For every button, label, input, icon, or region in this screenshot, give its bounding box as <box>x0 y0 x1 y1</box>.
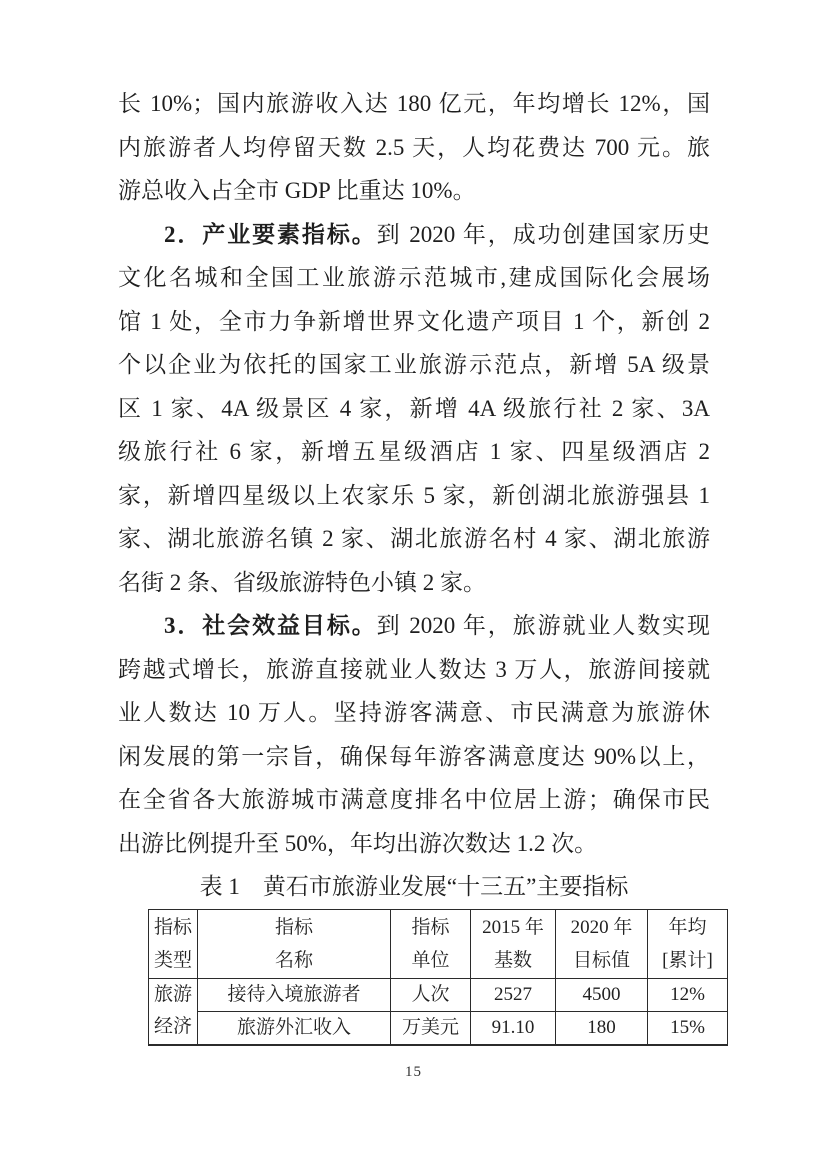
paragraph-3-line-6: 出游比例提升至 50%，年均出游次数达 1.2 次。 <box>118 830 598 856</box>
header-line: 名称 <box>274 949 313 971</box>
paragraph-2-line-9: 名街 2 条、省级旅游特色小镇 2 家。 <box>118 569 486 595</box>
cell-indicator-name: 旅游外汇收入 <box>198 1011 391 1045</box>
paragraph-2-line-3: 馆 1 处，全市力争新增世界文化遗产项目 1 个，新创 2 <box>118 308 710 334</box>
header-2015-base <box>471 909 556 978</box>
paragraph-2-line-6: 级旅行社 6 家，新增五星级酒店 1 家、四星级酒店 2 <box>118 439 710 464</box>
header-line: 单位 <box>411 949 450 971</box>
cell-annual: 12% <box>648 978 728 1011</box>
table-row <box>149 978 728 1011</box>
cell-2015-base: 2527 <box>471 978 556 1011</box>
paragraph-2-line-2: 文化名城和全国工业旅游示范城市,建成国际化会展场 <box>118 265 710 290</box>
paragraph-3-line-2: 跨越式增长，旅游直接就业人数达 3 万人，旅游间接就 <box>118 656 710 682</box>
group-line: 旅游 <box>153 984 192 1005</box>
paragraph-3-line-1-text: 到 2020 年，旅游就业人数实现 <box>376 613 710 638</box>
header-annual-cumulative <box>648 909 728 978</box>
paragraph-2-line-5: 区 1 家、4A 级景区 4 家，新增 4A 级旅行社 2 家、3A <box>118 395 710 421</box>
cell-unit: 人次 <box>391 978 471 1011</box>
header-line: 基数 <box>493 949 532 971</box>
row-group-tourism-economy <box>149 978 198 1045</box>
paragraph-2-line-7: 家，新增四星级以上农家乐 5 家，新创湖北旅游强县 1 <box>118 482 710 508</box>
header-line: 类型 <box>153 949 192 971</box>
header-2020-target <box>556 909 648 978</box>
page-number: 15 <box>405 1064 422 1080</box>
cell-2020-target: 4500 <box>556 978 648 1011</box>
table-header-row <box>149 909 728 978</box>
header-line: 指标 <box>411 916 450 938</box>
header-line: 年均 <box>668 916 707 938</box>
table-caption: 表 1 黄石市旅游业发展“十三五”主要指标 <box>199 874 629 899</box>
cell-indicator-name: 接待入境旅游者 <box>198 978 391 1011</box>
paragraph-3-line-5: 在全省各大旅游城市满意度排名中位居上游；确保市民 <box>118 787 710 812</box>
paragraph-3-line-1 <box>118 604 710 648</box>
paragraph-3-line-4: 闲发展的第一宗旨，确保每年游客满意度达 90%以上， <box>118 743 710 769</box>
header-line: 指标 <box>153 916 192 938</box>
cell-2015-base: 91.10 <box>471 1011 556 1045</box>
paragraph-1-line-2: 内旅游者人均停留天数 2.5 天，人均花费达 700 元。旅 <box>118 134 710 160</box>
document-body <box>118 82 713 1046</box>
group-line: 经济 <box>153 1016 192 1037</box>
header-line: [累计] <box>662 949 713 971</box>
header-line: 2015 年 <box>482 916 544 938</box>
paragraph-2-line-1 <box>118 213 710 257</box>
paragraph-2-line-1-text: 到 2020 年，成功创建国家历史 <box>376 221 710 247</box>
header-line: 目标值 <box>572 949 630 971</box>
cell-annual: 15% <box>648 1011 728 1045</box>
header-indicator-type <box>149 909 198 978</box>
indicators-table <box>148 909 728 1046</box>
paragraph-1-line-1: 长 10%；国内旅游收入达 180 亿元，年均增长 12%，国 <box>118 91 710 116</box>
paragraph-3-line-3: 业人数达 10 万人。坚持游客满意、市民满意为旅游休 <box>118 700 710 725</box>
paragraph-2-line-4: 个以企业为依托的国家工业旅游示范点，新增 5A 级景 <box>118 352 710 377</box>
heading-industry-factor-indicators: 2．产业要素指标。 <box>164 221 377 247</box>
header-line: 指标 <box>274 916 313 938</box>
cell-2020-target: 180 <box>556 1011 648 1045</box>
heading-social-benefit-goals: 3．社会效益目标。 <box>164 613 377 638</box>
header-line: 2020 年 <box>570 916 633 938</box>
paragraph-2-line-8: 家、湖北旅游名镇 2 家、湖北旅游名村 4 家、湖北旅游 <box>118 526 710 551</box>
cell-unit: 万美元 <box>391 1011 471 1045</box>
header-indicator-name <box>198 909 391 978</box>
paragraph-1-line-3: 游总收入占全市 GDP 比重达 10%。 <box>118 178 476 203</box>
header-indicator-unit <box>391 909 471 978</box>
table-row <box>149 1011 728 1045</box>
